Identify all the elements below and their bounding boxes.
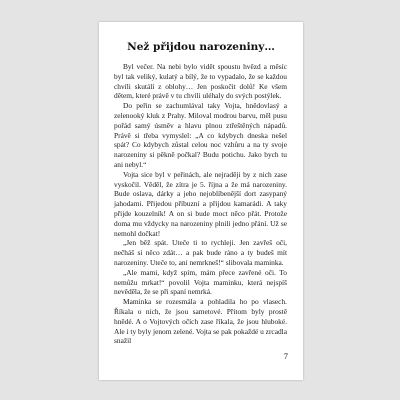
chapter-title: Než přijdou narozeniny…: [127, 41, 275, 53]
paragraph: „Ale mami, když spím, mám přece zavřené oči. To nemůžu mrkat!“ povolil Vojta maminku, která nejspíš nevěděla, že se při spaní nemrká.: [114, 267, 287, 297]
book-page: [99, 22, 303, 380]
paragraph: Maminka se rozesmála a pohladila ho po vlasech. Říkala o nich, že jsou sametové. Přitom byly prostě hnědé. A o Vojtových očích zase říkala, že jsou hluboké. Ale i ty byly jenom zelené. Vojta se pak pokaždé u zrcadla snažil: [114, 297, 287, 346]
chapter-body: [114, 62, 287, 346]
page-number: 7: [283, 351, 288, 361]
paragraph: Byl večer. Na nebi bylo vidět spoustu hvězd a měsíc byl tak veliký, kulatý a bílý, že to vypadalo, že se každou chvíli skutálí z oblohy… Jen poskočit dolů! Ke všem dětem, které právě v tu chvíli uléhaly do svých postýlek.: [114, 62, 287, 101]
paragraph: Do peřin se zachumlával taky Vojta, hnědovlasý a zelenooký kluk z Prahy. Miloval modrou barvu, měl pusu pořád samý úsměv a hlavu plnou ztřeštěných nápadů. Právě si třeba vymyslel: „A co kdybych dneska nešel spát? Co kdybych zůstal celou noc vzhůru a na ty svoje narozeniny si pěkně počkal? Budu potichu. Jako bych tu ani nebyl.“: [114, 101, 287, 169]
paragraph: Vojta sice byl v peřinách, ale nejraději by z nich zase vyskočil. Věděl, že zítra je 5. října a že má narozeniny. Bude oslava, dárky a jeho nejoblíbenější dort zasypaný jahodami. Přijedou příbuzní a přijdou kamarádi. A taky přijde kouzelník! A on si bude moct něco přát. Protože doma mu vždycky na narozeniny plnili jedno přání. Už se nemohl dočkat!: [114, 169, 287, 238]
paragraph: „Jen běž spát. Uteče ti to rychleji. Jen zavřeš oči, nečháš si něco zdát… a pak bude ráno a ty budeš mít narozeniny. Uteče to, ani nemrkneš!“ slibovala maminka.: [114, 238, 287, 267]
